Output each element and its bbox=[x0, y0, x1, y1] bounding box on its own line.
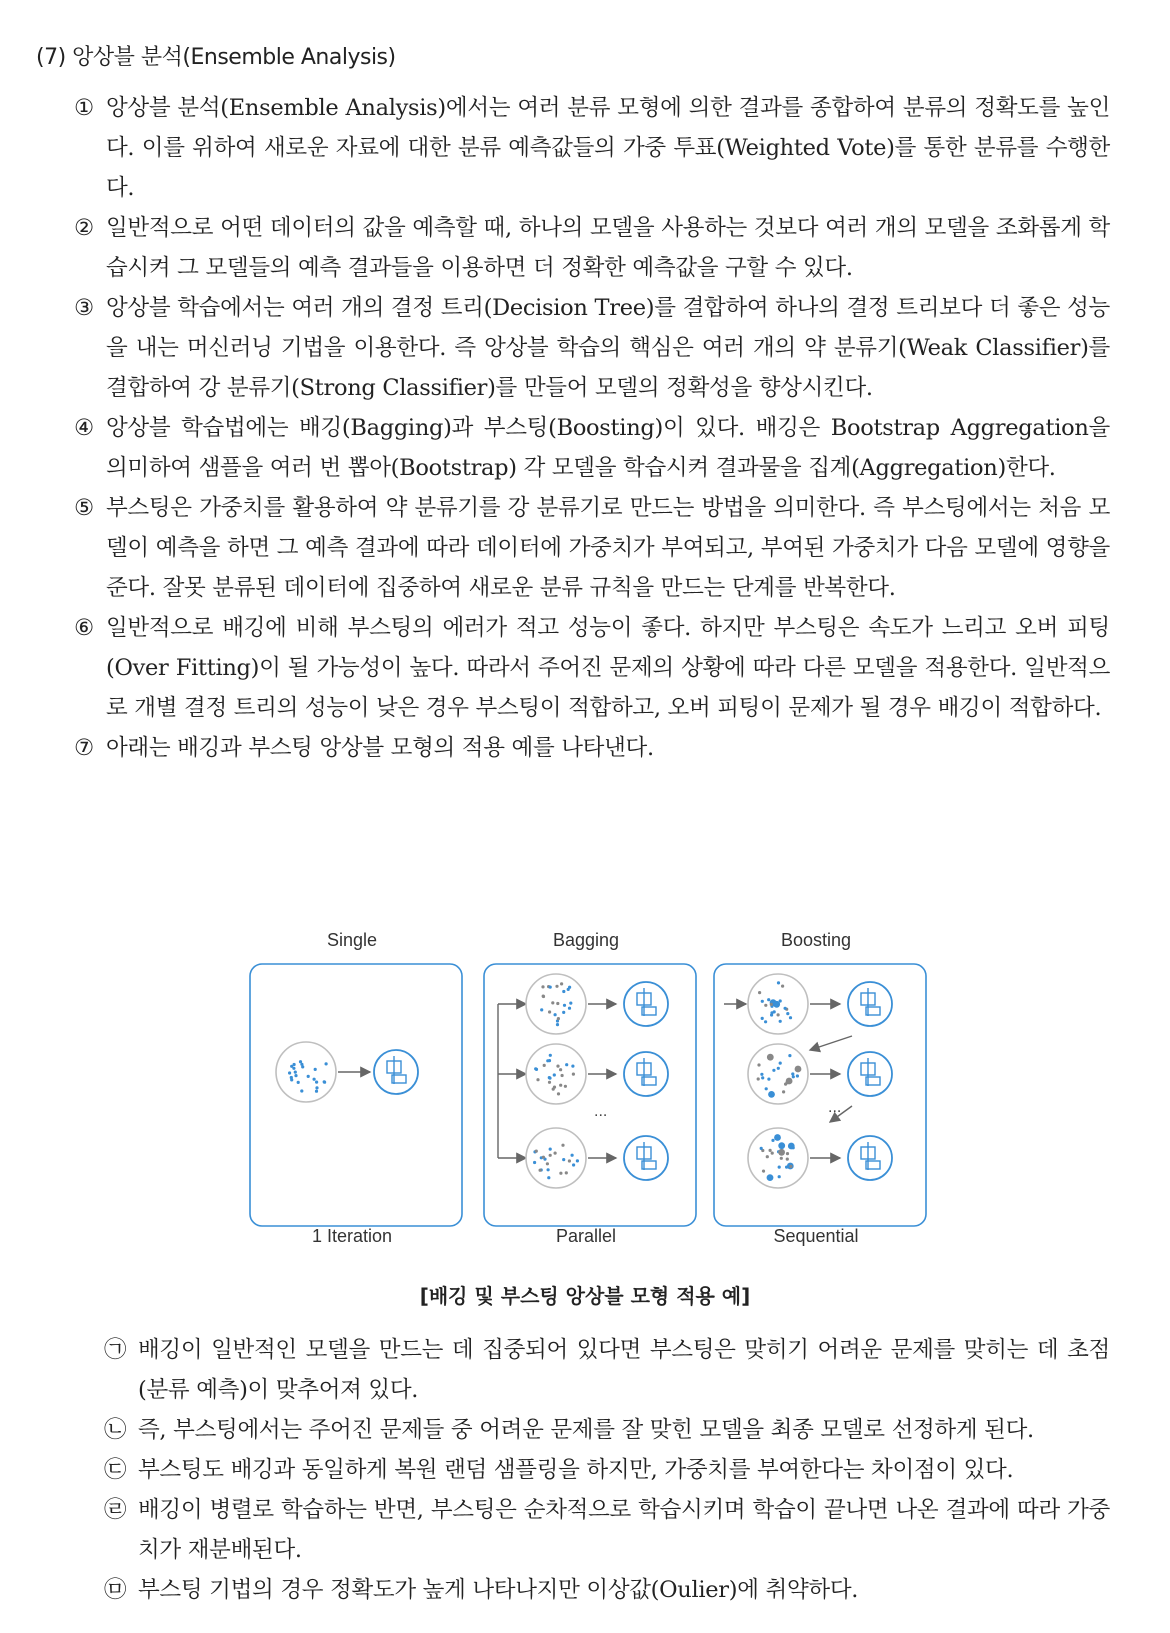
data-point bbox=[781, 985, 784, 988]
data-point bbox=[791, 1072, 794, 1075]
sample-circle bbox=[526, 1128, 586, 1188]
sample-circle bbox=[276, 1042, 336, 1102]
item-text: 부스팅은 가중치를 활용하여 약 분류기를 강 분류기로 만드는 방법을 의미한다. 즉 부스팅에서는 처음 모델이 예측을 하면 그 예측 결과에 따라 데이터에 가중치가 부여되고, 부여된 가중치가 다음 모델에 영향을 준다. 잘못 분류된 데이터에 집중하여 새로운 분류 규칙을 만드는 단계를 반복한다. bbox=[106, 495, 1110, 601]
figure-caption: [배깅 및 부스팅 앙상블 모형 적용 예] bbox=[419, 1284, 751, 1308]
data-point bbox=[757, 1077, 760, 1080]
panel-frame bbox=[250, 964, 462, 1226]
data-point bbox=[299, 1060, 302, 1063]
option-item bbox=[104, 1330, 1110, 1410]
data-point bbox=[774, 1134, 781, 1141]
item-number: ⑤ bbox=[74, 495, 94, 521]
list-item bbox=[74, 488, 1110, 608]
data-point bbox=[315, 1081, 318, 1084]
item-number: ① bbox=[74, 95, 94, 121]
data-point bbox=[571, 1065, 574, 1068]
data-point bbox=[785, 1166, 788, 1169]
item-text: 앙상블 학습법에는 배깅(Bagging)과 부스팅(Boosting)이 있다. 배깅은 Bootstrap Aggregation을 의미하여 샘플을 여러 번 뽑아(Bootstrap) 각 모델을 학습시켜 결과물을 집계(Aggregation)한다. bbox=[106, 415, 1110, 481]
item-list bbox=[74, 88, 1110, 768]
option-list bbox=[104, 1330, 1110, 1610]
data-point bbox=[549, 1054, 552, 1057]
data-point bbox=[568, 1007, 571, 1010]
data-point bbox=[548, 1059, 551, 1062]
data-point bbox=[758, 991, 761, 994]
data-point bbox=[772, 1069, 775, 1072]
data-point bbox=[564, 1085, 567, 1088]
item-number: ⑥ bbox=[74, 615, 94, 641]
data-point bbox=[770, 1013, 773, 1016]
data-point bbox=[288, 1071, 291, 1074]
model-icon bbox=[624, 1052, 668, 1096]
data-point bbox=[771, 1152, 774, 1155]
option-marker: ㉢ bbox=[104, 1457, 127, 1483]
option-marker: ㉤ bbox=[104, 1577, 127, 1603]
data-point bbox=[535, 1150, 538, 1153]
list-item bbox=[74, 408, 1110, 488]
data-point bbox=[778, 1166, 781, 1169]
data-point bbox=[786, 1158, 789, 1161]
data-point bbox=[559, 1084, 562, 1087]
data-point bbox=[556, 1065, 559, 1068]
data-point bbox=[540, 1008, 543, 1011]
panel-footer-bagging: Parallel bbox=[555, 1226, 617, 1246]
model-icon bbox=[848, 982, 892, 1026]
data-point bbox=[297, 1081, 300, 1084]
data-point bbox=[313, 1078, 316, 1081]
option-text: 부스팅도 배깅과 동일하게 복원 랜덤 샘플링을 하지만, 가중치를 부여한다는 차이점이 있다. bbox=[138, 1457, 1014, 1483]
data-point bbox=[536, 1078, 539, 1081]
data-point bbox=[555, 985, 558, 988]
data-point bbox=[757, 1063, 760, 1066]
data-point bbox=[782, 1090, 785, 1093]
data-point bbox=[788, 1081, 791, 1084]
data-point bbox=[777, 981, 780, 984]
item-text: 일반적으로 어떤 데이터의 값을 예측할 때, 하나의 모델을 사용하는 것보다 여러 개의 모델을 조화롭게 학습시켜 그 모델들의 예측 결과들을 이용하면 더 정확한 예측값을 구할 수 있다. bbox=[106, 215, 1110, 281]
option-item bbox=[104, 1570, 1110, 1610]
data-point bbox=[773, 1001, 780, 1008]
model-icon bbox=[624, 982, 668, 1026]
option-text: 부스팅 기법의 경우 정확도가 높게 나타나지만 이상값(Oulier)에 취약하다. bbox=[138, 1577, 859, 1603]
data-point bbox=[771, 1139, 774, 1142]
data-point bbox=[767, 1174, 774, 1181]
data-point bbox=[562, 990, 565, 993]
data-point bbox=[788, 1054, 791, 1057]
data-point bbox=[761, 1017, 764, 1020]
data-point bbox=[314, 1068, 317, 1071]
data-point bbox=[546, 1162, 549, 1165]
data-point bbox=[789, 1016, 792, 1019]
section-title: (7) 앙상블 분석(Ensemble Analysis) bbox=[36, 45, 396, 70]
data-point bbox=[764, 1004, 767, 1007]
item-number: ④ bbox=[74, 415, 94, 441]
data-point bbox=[780, 1157, 783, 1160]
list-item bbox=[74, 88, 1110, 208]
data-point bbox=[786, 1152, 789, 1155]
data-point bbox=[777, 1067, 780, 1070]
item-number: ③ bbox=[74, 295, 94, 321]
data-point bbox=[543, 1064, 546, 1067]
data-point bbox=[290, 1078, 293, 1081]
data-point bbox=[554, 1152, 557, 1155]
ellipsis: ... bbox=[828, 1099, 842, 1116]
data-point bbox=[796, 1074, 799, 1077]
data-point bbox=[541, 985, 544, 988]
data-point bbox=[792, 1075, 795, 1078]
item-number: ② bbox=[74, 215, 94, 241]
data-point bbox=[768, 1091, 775, 1098]
data-point bbox=[563, 1004, 566, 1007]
data-point bbox=[307, 1075, 310, 1078]
flow-arrow bbox=[810, 1036, 852, 1050]
ensemble-diagram bbox=[248, 962, 968, 1262]
data-point bbox=[542, 1156, 545, 1159]
option-marker: ㉠ bbox=[104, 1337, 127, 1363]
data-point bbox=[778, 1149, 785, 1156]
item-text: 앙상블 분석(Ensemble Analysis)에서는 여러 분류 모형에 의한 결과를 종합하여 분류의 정확도를 높인다. 이를 위하여 새로운 자료에 대한 분류 예측값들의 가중 투표(Weighted Vote)를 통한 분류를 수행한다. bbox=[106, 95, 1110, 201]
data-point bbox=[778, 1142, 785, 1149]
data-point bbox=[764, 1020, 767, 1023]
data-point bbox=[773, 1010, 776, 1013]
data-point bbox=[571, 1154, 574, 1157]
data-point bbox=[762, 1170, 765, 1173]
panel-footer-boosting: Sequential bbox=[773, 1226, 859, 1246]
ensemble-figure bbox=[248, 930, 968, 1292]
option-item bbox=[104, 1450, 1110, 1490]
data-point bbox=[551, 1001, 554, 1004]
data-point bbox=[542, 995, 545, 998]
model-icon bbox=[848, 1052, 892, 1096]
panel-title-bagging: Bagging bbox=[552, 930, 620, 950]
data-point bbox=[761, 1076, 764, 1079]
item-text: 아래는 배깅과 부스팅 앙상블 모형의 적용 예를 나타낸다. bbox=[106, 735, 654, 761]
data-point bbox=[789, 1165, 792, 1168]
panel-title-boosting: Boosting bbox=[780, 930, 852, 950]
data-point bbox=[557, 1092, 560, 1095]
data-point bbox=[548, 1010, 551, 1013]
data-point bbox=[779, 1062, 782, 1065]
data-point bbox=[553, 1086, 556, 1089]
data-point bbox=[572, 1163, 575, 1166]
data-point bbox=[534, 1067, 537, 1070]
data-point bbox=[779, 1020, 782, 1023]
model-icon bbox=[848, 1136, 892, 1180]
data-point bbox=[539, 1169, 542, 1172]
data-point bbox=[556, 1002, 559, 1005]
data-point bbox=[549, 986, 552, 989]
data-point bbox=[567, 988, 570, 991]
data-point bbox=[778, 1175, 781, 1178]
data-point bbox=[549, 1154, 552, 1157]
list-item bbox=[74, 208, 1110, 288]
data-point bbox=[770, 1003, 773, 1006]
data-point bbox=[777, 1013, 780, 1016]
panel-frame bbox=[714, 964, 926, 1226]
data-point bbox=[294, 1071, 297, 1074]
sample-circle bbox=[526, 1044, 586, 1104]
data-point bbox=[761, 1000, 764, 1003]
data-point bbox=[300, 1089, 303, 1092]
data-point bbox=[547, 1168, 550, 1171]
data-point bbox=[315, 1086, 318, 1089]
data-point bbox=[561, 1144, 564, 1147]
option-text: 배깅이 병렬로 학습하는 반면, 부스팅은 순차적으로 학습시키며 학습이 끝나면 나온 결과에 따라 가중치가 재분배된다. bbox=[138, 1497, 1110, 1563]
data-point bbox=[562, 1158, 565, 1161]
data-point bbox=[561, 1074, 564, 1077]
sample-circle bbox=[748, 1044, 808, 1104]
data-point bbox=[760, 1073, 763, 1076]
data-point bbox=[315, 1090, 318, 1093]
data-point bbox=[548, 1081, 551, 1084]
data-point bbox=[559, 1172, 562, 1175]
data-point bbox=[576, 1159, 579, 1162]
data-point bbox=[557, 1017, 560, 1020]
data-point bbox=[325, 1062, 328, 1065]
data-point bbox=[323, 1081, 326, 1084]
data-point bbox=[554, 1013, 557, 1016]
data-point bbox=[556, 1023, 559, 1026]
data-point bbox=[549, 1148, 552, 1151]
item-text: 일반적으로 배깅에 비해 부스팅의 에러가 적고 성능이 좋다. 하지만 부스팅은 속도가 느리고 오버 피팅(Over Fitting)이 될 가능성이 높다. 따라서 주어진 문제의 상황에 따라 다른 모델을 적용한다. 일반적으로 개별 결정 트리의 성능이 낮은 경우 부스팅이 적합하고, 오버 피팅이 문제가 될 경우 배깅이 적합하다. bbox=[106, 615, 1110, 721]
data-point bbox=[795, 1066, 802, 1073]
item-number: ⑦ bbox=[74, 735, 94, 761]
data-point bbox=[767, 1054, 774, 1061]
data-point bbox=[765, 1087, 768, 1090]
data-point bbox=[760, 1147, 763, 1150]
data-point bbox=[766, 1155, 769, 1158]
ellipsis: ... bbox=[594, 1103, 608, 1120]
list-item bbox=[74, 728, 1110, 768]
list-item bbox=[74, 288, 1110, 408]
data-point bbox=[548, 1076, 551, 1079]
data-point bbox=[788, 1143, 795, 1150]
data-point bbox=[569, 1002, 572, 1005]
data-point bbox=[565, 1063, 568, 1066]
data-point bbox=[568, 1159, 571, 1162]
panel-title-single: Single bbox=[326, 930, 378, 950]
item-text: 앙상블 학습에서는 여러 개의 결정 트리(Decision Tree)를 결합하여 하나의 결정 트리보다 더 좋은 성능을 내는 머신러닝 기법을 이용한다. 즉 앙상블 학습의 핵심은 여러 개의 약 분류기(Weak Classifier)를 결합하여 강 분류기(Strong Classifier)를 만들어 모델의 정확성을 향상시킨다. bbox=[106, 295, 1110, 401]
data-point bbox=[572, 1073, 575, 1076]
option-marker: ㉡ bbox=[104, 1417, 127, 1443]
data-point bbox=[786, 1012, 789, 1015]
data-point bbox=[767, 998, 770, 1001]
data-point bbox=[560, 982, 563, 985]
data-point bbox=[767, 1078, 770, 1081]
option-marker: ㉣ bbox=[104, 1497, 127, 1523]
data-point bbox=[547, 1176, 550, 1179]
option-text: 즉, 부스팅에서는 주어진 문제들 중 어려운 문제를 잘 맞힌 모델을 최종 모델로 선정하게 된다. bbox=[138, 1417, 1034, 1443]
data-point bbox=[292, 1067, 295, 1070]
data-point bbox=[565, 1171, 568, 1174]
data-point bbox=[294, 1074, 297, 1077]
option-item bbox=[104, 1410, 1110, 1450]
data-point bbox=[769, 1149, 772, 1152]
panel-footer-single: 1 Iteration bbox=[311, 1226, 393, 1246]
data-point bbox=[784, 1007, 787, 1010]
data-point bbox=[553, 1073, 556, 1076]
list-item bbox=[74, 608, 1110, 728]
model-icon bbox=[374, 1050, 418, 1094]
option-text: 배깅이 일반적인 모델을 만드는 데 집중되어 있다면 부스팅은 맞히기 어려운 문제를 맞히는 데 초점(분류 예측)이 맞추어져 있다. bbox=[138, 1337, 1110, 1403]
model-icon bbox=[624, 1136, 668, 1180]
data-point bbox=[784, 1083, 787, 1086]
data-point bbox=[533, 1161, 536, 1164]
data-point bbox=[559, 1068, 562, 1071]
option-item bbox=[104, 1490, 1110, 1570]
data-point bbox=[562, 1011, 565, 1014]
